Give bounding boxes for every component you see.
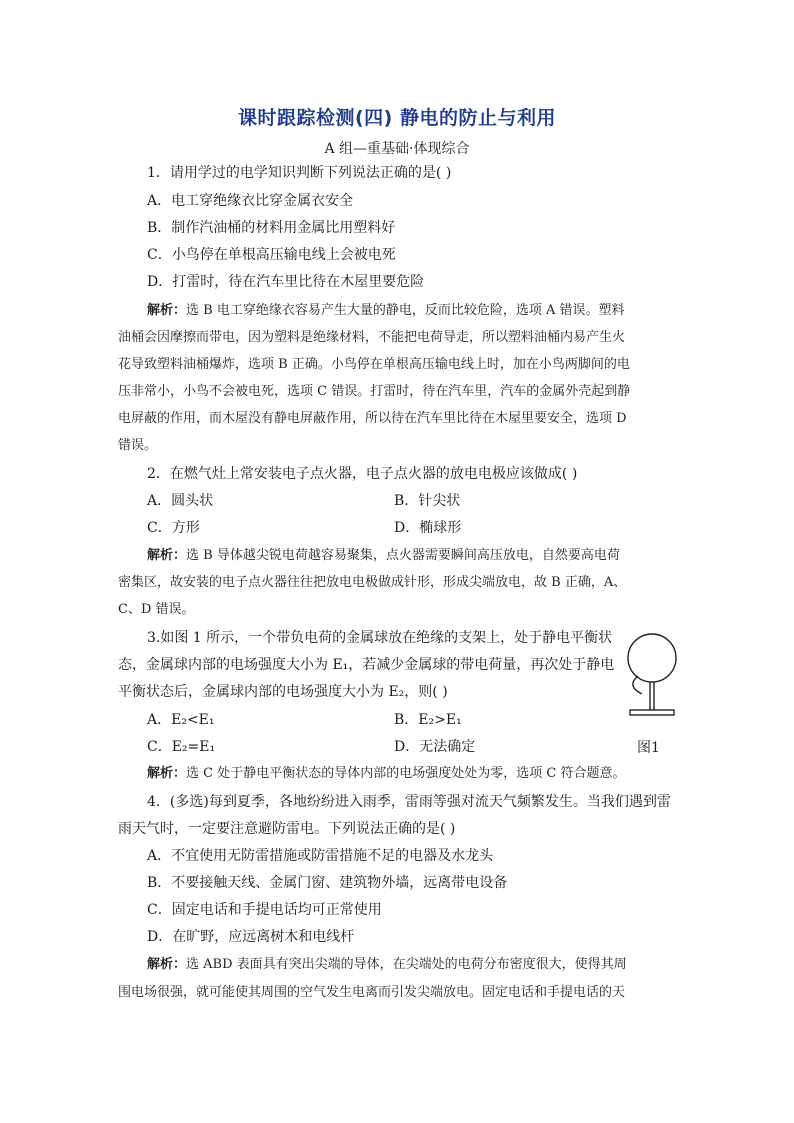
question-4-stem-line: 雨天气时，一定要注意避防雷电。下列说法正确的是( ): [118, 821, 456, 837]
question-1-stem: 1．请用学过的电学知识判断下列说法正确的是( ): [147, 165, 452, 181]
section-heading: A 组—重基础·体现综合: [324, 141, 470, 157]
page-title: 课时跟踪检测(四) 静电的防止与利用: [238, 107, 556, 129]
analysis-text: 选 ABD 表面具有突出尖端的导体，在尖端处的电荷分布密度很大，使得其周: [186, 957, 627, 972]
question-1-analysis-line: 花导致塑料油桶爆炸，选项 B 正确。小鸟停在单根高压输电线上时，加在小鸟两脚间的电: [118, 357, 630, 372]
question-2-option-b: B．针尖状: [394, 493, 461, 509]
question-2-option-d: D．椭球形: [394, 520, 462, 536]
question-4-option-c: C．固定电话和手提电话均可正常使用: [147, 902, 382, 918]
question-1-analysis-line: 电屏蔽的作用，而木屋没有静电屏蔽作用，所以待在汽车里比待在木屋里要安全，选项 D: [118, 411, 627, 426]
question-1-option-a: A．电工穿绝缘衣比穿金属衣安全: [147, 193, 354, 209]
question-2-analysis-line: C、D 错误。: [118, 602, 195, 617]
question-2-stem: 2．在燃气灶上常安装电子点火器，电子点火器的放电电极应该做成( ): [147, 466, 578, 482]
question-1-analysis-line: 错误。: [118, 438, 158, 453]
question-4-analysis-line: 围电场很强，就可能使其周围的空气发生电离而引发尖端放电。固定电话和手提电话的天: [118, 985, 626, 1000]
question-3-stem-line: 3.如图 1 所示，一个带负电荷的金属球放在绝缘的支架上，处于静电平衡状: [147, 630, 613, 646]
question-4-analysis-line: [147, 955, 707, 975]
question-2-option-a: A．圆头状: [147, 493, 214, 509]
question-1-analysis-line: [147, 301, 707, 321]
question-3-stem-line: 平衡状态后，金属球内部的电场强度大小为 E₂，则( ): [118, 684, 448, 700]
question-3-option-d: D．无法确定: [394, 739, 476, 755]
analysis-label: 解析：: [147, 766, 187, 781]
figure-caption: 图1: [637, 740, 660, 756]
question-3-option-a: A．E₂<E₁: [147, 712, 215, 728]
question-4-option-a: A．不宜使用无防雷措施或防雷措施不足的电器及水龙头: [147, 848, 494, 864]
analysis-label: 解析：: [147, 548, 187, 563]
question-1-analysis-line: 压非常小，小鸟不会被电死，选项 C 错误。打雷时，待在汽车里，汽车的金属外壳起到静: [118, 384, 631, 399]
question-1-analysis-line: 油桶会因摩擦而带电，因为塑料是绝缘材料，不能把电荷导走，所以塑料油桶内易产生火: [118, 330, 626, 345]
analysis-label: 解析：: [147, 303, 187, 318]
question-1-option-d: D．打雷时，待在汽车里比待在木屋里要危险: [147, 274, 425, 290]
question-1-option-b: B．制作汽油桶的材料用金属比用塑料好: [147, 220, 396, 236]
metal-sphere: [628, 634, 676, 682]
metal-sphere-on-stand-figure: [622, 630, 682, 720]
question-2-analysis-line: 密集区，故安装的电子点火器往往把放电电极做成针形，形成尖端放电，故 B 正确，A、: [118, 575, 627, 590]
question-4-stem-line: 4．(多选)每到夏季，各地纷纷进入雨季，雷雨等强对流天气频繁发生。当我们遇到雷: [147, 794, 671, 810]
question-3-stem-line: 态，金属球内部的电场强度大小为 E₁，若减少金属球的带电荷量，再次处于静电: [118, 657, 615, 673]
question-2-analysis-line: [147, 546, 707, 566]
analysis-text: 选 B 电工穿绝缘衣容易产生大量的静电，反而比较危险，选项 A 错误。塑料: [186, 303, 625, 318]
analysis-label: 解析：: [147, 957, 187, 972]
insulating-base: [630, 710, 674, 715]
question-2-option-c: C．方形: [147, 520, 200, 536]
question-3-analysis-line: [147, 764, 707, 784]
question-3-option-b: B．E₂>E₁: [394, 712, 462, 728]
question-1-option-c: C．小鸟停在单根高压输电线上会被电死: [147, 247, 396, 263]
question-4-option-b: B．不要接触天线、金属门窗、建筑物外墙，远离带电设备: [147, 875, 508, 891]
analysis-text: 选 B 导体越尖锐电荷越容易聚集，点火器需要瞬间高压放电，自然要高电荷: [186, 548, 620, 563]
question-3-option-c: C．E₂=E₁: [147, 739, 216, 755]
question-4-option-d: D．在旷野，应远离树木和电线杆: [147, 929, 355, 945]
analysis-text: 选 C 处于静电平衡状态的导体内部的电场强度处处为零，选项 C 符合题意。: [186, 766, 626, 781]
